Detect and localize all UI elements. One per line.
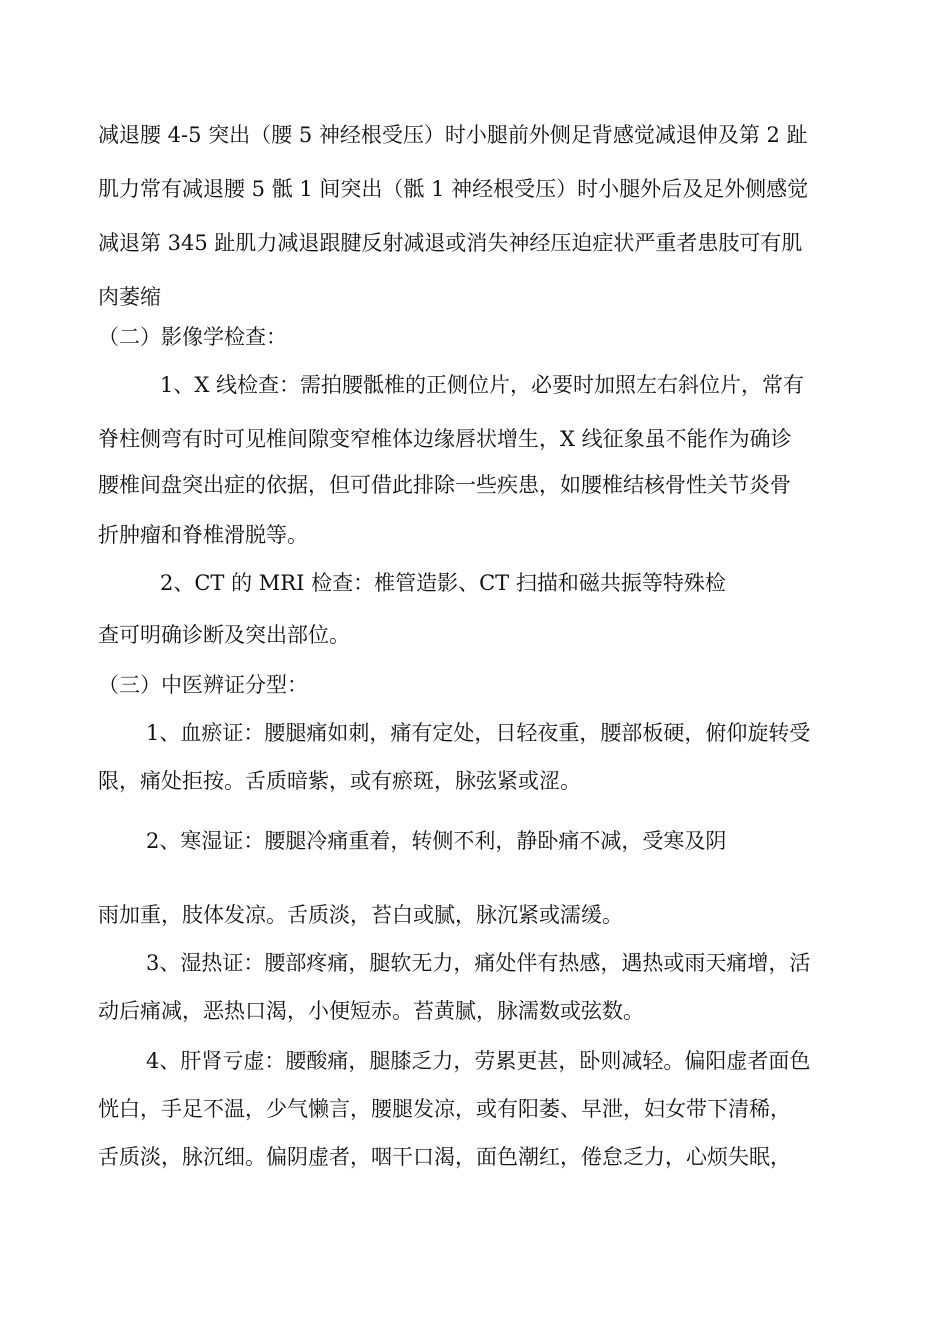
paragraph-line: 腰椎间盘突出症的依据，但可借此排除一些疾患，如腰椎结核骨性关节炎骨 [98, 473, 791, 497]
paragraph-line: 肉萎缩 [98, 285, 161, 309]
paragraph-line: 限，痛处拒按。舌质暗紫，或有瘀斑，脉弦紧或涩。 [98, 769, 581, 793]
paragraph-line: 1、X 线检查：需拍腰骶椎的正侧位片，必要时加照左右斜位片，常有 [160, 373, 804, 397]
paragraph-line: 减退腰 4-5 突出（腰 5 神经根受压）时小腿前外侧足背感觉减退伸及第 2 趾 [98, 123, 808, 147]
section-heading: （二）影像学检查： [98, 325, 287, 349]
paragraph-line: 3、湿热证：腰部疼痛，腿软无力，痛处伴有热感，遇热或雨天痛增，活 [146, 951, 811, 975]
paragraph-line: 恍白，手足不温，少气懒言，腰腿发凉，或有阳萎、早泄，妇女带下清稀， [98, 1097, 791, 1121]
paragraph-line: 2、CT 的 MRI 检查：椎管造影、CT 扫描和磁共振等特殊检 [160, 571, 726, 595]
section-heading: （三）中医辨证分型： [98, 673, 308, 697]
paragraph-line: 脊柱侧弯有时可见椎间隙变窄椎体边缘唇状增生，X 线征象虽不能作为确诊 [98, 427, 792, 451]
paragraph-line: 2、寒湿证：腰腿冷痛重着，转侧不利，静卧痛不减，受寒及阴 [146, 829, 727, 853]
paragraph-line: 肌力常有减退腰 5 骶 1 间突出（骶 1 神经根受压）时小腿外后及足外侧感觉 [98, 177, 809, 201]
paragraph-line: 舌质淡，脉沉细。偏阴虚者，咽干口渴，面色潮红，倦怠乏力，心烦失眠， [98, 1145, 791, 1169]
paragraph-line: 查可明确诊断及突出部位。 [98, 623, 350, 647]
paragraph-line: 折肿瘤和脊椎滑脱等。 [98, 523, 308, 547]
paragraph-line: 1、血瘀证：腰腿痛如刺，痛有定处，日轻夜重，腰部板硬，俯仰旋转受 [146, 721, 811, 745]
paragraph-line: 减退第 345 趾肌力减退跟腱反射减退或消失神经压迫症状严重者患肢可有肌 [98, 231, 803, 255]
paragraph-line: 动后痛减，恶热口渴，小便短赤。苔黄腻，脉濡数或弦数。 [98, 999, 644, 1023]
paragraph-line: 雨加重，肢体发凉。舌质淡，苔白或腻，脉沉紧或濡缓。 [98, 903, 623, 927]
paragraph-line: 4、肝肾亏虚：腰酸痛，腿膝乏力，劳累更甚，卧则减轻。偏阳虚者面色 [146, 1049, 811, 1073]
